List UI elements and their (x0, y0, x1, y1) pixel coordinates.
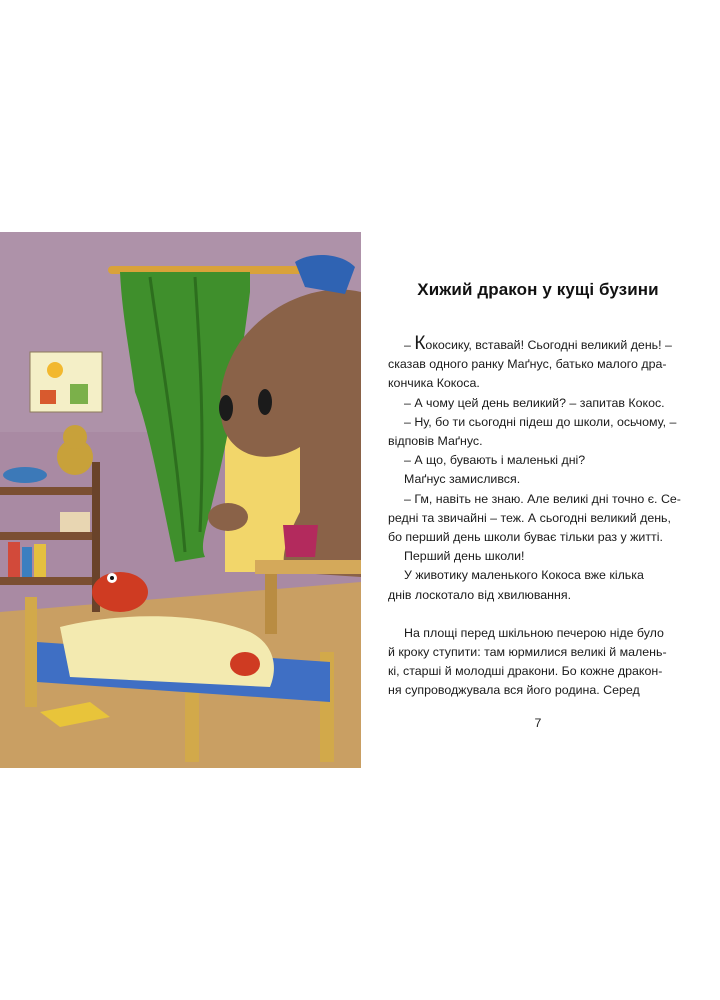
paragraph-line: бо перший день школи буває тільки раз у житті. (388, 530, 663, 545)
toy-plane (3, 467, 47, 483)
paragraph-line: ня супроводжувала вся його родина. Серед (388, 683, 640, 698)
illustration (0, 232, 361, 768)
paragraph-line: днів лоскотало від хвилювання. (388, 587, 572, 602)
page-number: 7 (534, 716, 542, 730)
kokos-dragon (92, 572, 148, 612)
paragraph-line: кончика Кокоса. (388, 376, 480, 391)
paragraph-line: У животику маленького Кокоса вже кілька (404, 568, 644, 583)
cup (283, 525, 318, 557)
bed-frame (25, 597, 37, 707)
paragraph-line: – А чому цей день великий? – запитав Кокос. (404, 395, 665, 410)
paragraph-line: Маґнус замислився. (404, 472, 521, 487)
paragraph-line: Перший день школи! (404, 549, 525, 564)
paragraph-line: сказав одного ранку Маґнус, батько малого дра- (388, 357, 667, 372)
paragraph-line: кі, старші й молодші дракони. Бо кожне дракон- (388, 664, 663, 679)
dragon-hand (208, 503, 248, 531)
chapter-title: Хижий дракон у кущі бузини (417, 280, 659, 299)
paragraph-line: – Ну, бо ти сьогодні підеш до школи, осьчому, – (404, 414, 677, 429)
paragraph-line: – Гм, навіть не знаю. Але великі дні точно є. Се- (404, 491, 681, 506)
shelf (0, 487, 100, 495)
paragraph-line: – А що, бувають і маленькі дні? (404, 453, 586, 468)
table (255, 560, 361, 574)
paragraph-line: – Кокосику, вставай! Сьогодні великий день! – (404, 333, 672, 354)
text-page (388, 280, 688, 701)
paragraph-line: редні та звичайні – теж. А сьогодні великий день, (388, 510, 671, 525)
paragraph-line: відповів Маґнус. (388, 434, 483, 449)
paragraph-line: На площі перед шкільною печерою ніде було (404, 625, 664, 640)
drop-cap: К (414, 333, 426, 354)
paragraph-line: й кроку ступити: там юрмилися великі й малень- (388, 645, 667, 660)
bedroom-scene-illustration (0, 232, 361, 768)
